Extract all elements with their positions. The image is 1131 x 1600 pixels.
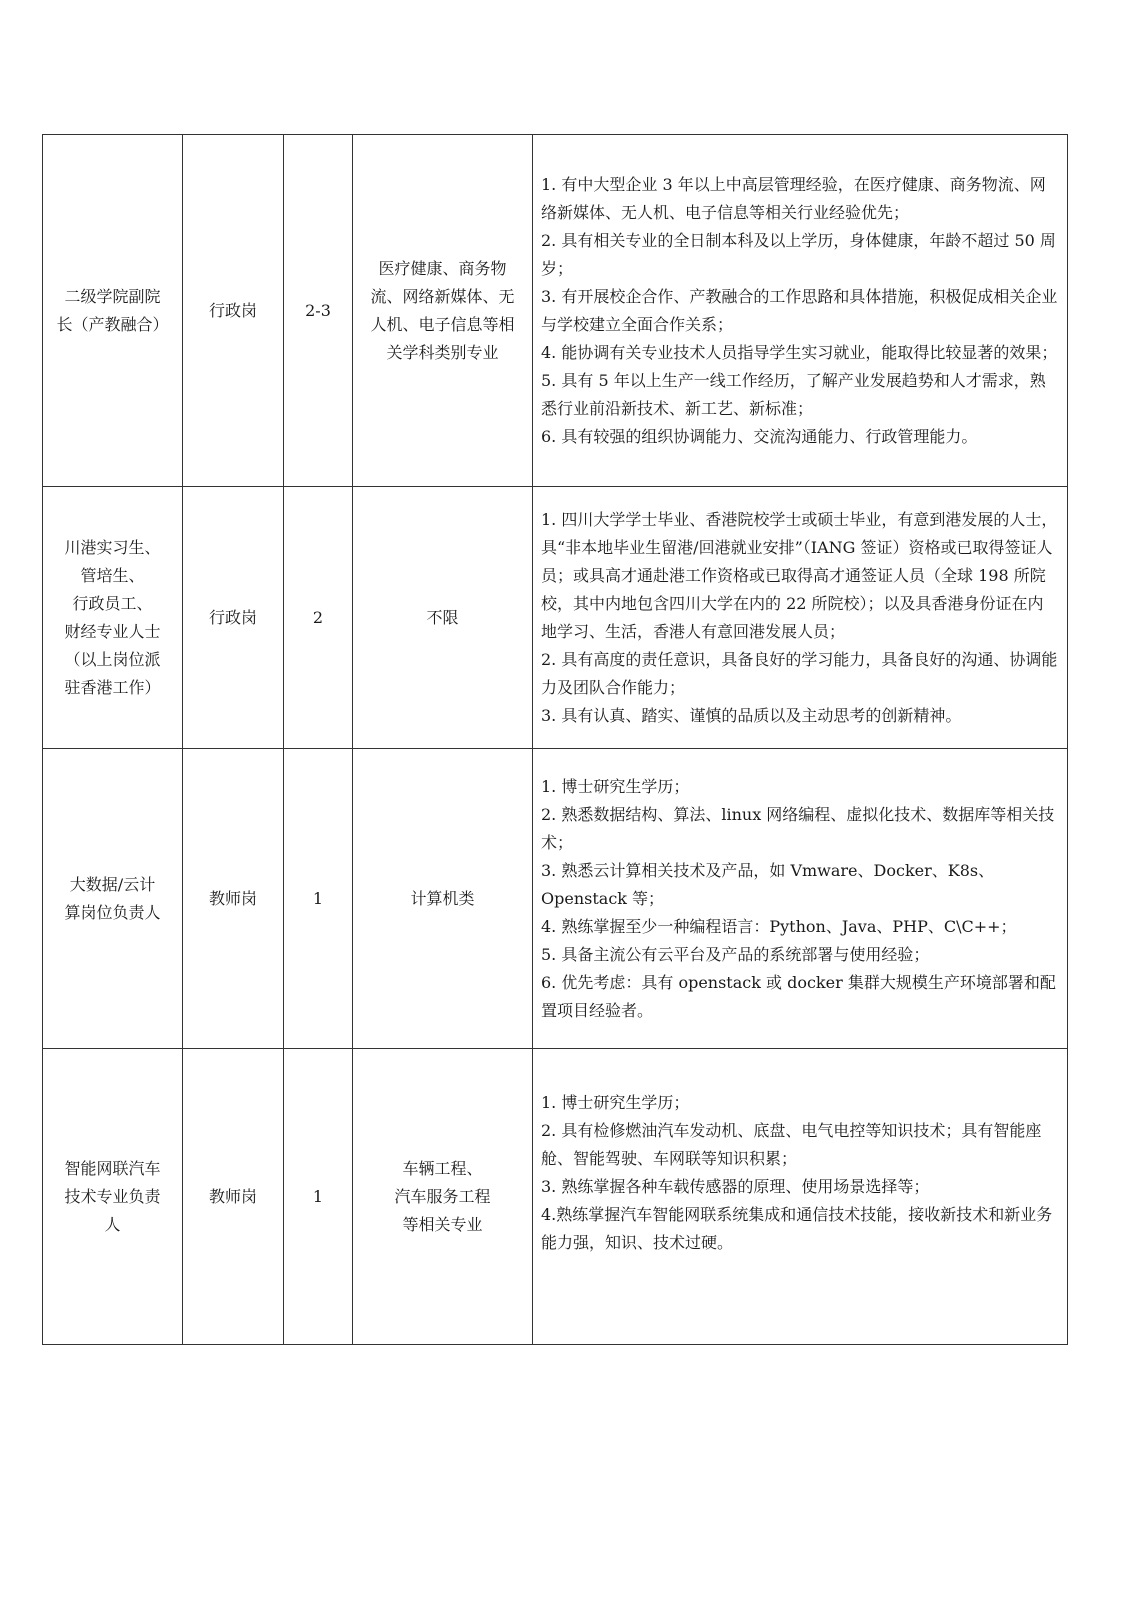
position-line: 管培生、 [80, 565, 145, 585]
requirement-item: 2. 熟悉数据结构、算法、linux 网络编程、虚拟化技术、数据库等相关技术； [541, 804, 1055, 852]
requirements-cell [533, 749, 1068, 1049]
position-cell [43, 135, 183, 487]
requirement-item: 6. 优先考虑：具有 openstack 或 docker 集群大规模生产环境部署和配置项目经验者。 [541, 972, 1056, 1020]
position-line: 大数据/云计 [69, 874, 156, 894]
requirement-item: 2. 具有相关专业的全日制本科及以上学历，身体健康，年龄不超过 50 周岁； [541, 230, 1056, 278]
category-cell: 行政岗 [183, 135, 284, 487]
position-line: 长（产教融合） [56, 314, 169, 334]
requirements-cell [533, 487, 1068, 749]
position-line: 驻香港工作） [64, 677, 161, 697]
count-cell: 1 [284, 1049, 353, 1345]
major-line: 车辆工程、 [402, 1158, 483, 1178]
position-cell [43, 487, 183, 749]
requirement-item: 1. 有中大型企业 3 年以上中高层管理经验，在医疗健康、商务物流、网络新媒体、无人机、电子信息等相关行业经验优先； [541, 174, 1046, 222]
requirement-item: 6. 具有较强的组织协调能力、交流沟通能力、行政管理能力。 [541, 426, 978, 446]
requirements-cell [533, 1049, 1068, 1345]
major-line: 计算机类 [410, 888, 475, 908]
table-row [43, 1049, 1068, 1345]
count-cell: 2 [284, 487, 353, 749]
major-cell [353, 135, 533, 487]
count-cell: 2-3 [284, 135, 353, 487]
table-row [43, 135, 1068, 487]
requirement-item: 1. 四川大学学士毕业、香港院校学士或硕士毕业，有意到港发展的人士，具“非本地毕业生留港/回港就业安排”（IANG 签证）资格或已取得签证人员；或具高才通赴港工作资格或已取得高才通签证人员（全球 198 所院校，其中内地包含四川大学在内的 22 所院校）；以及具香港身份证在内地学习、生活，香港人有意回港发展人员； [541, 509, 1058, 641]
category-cell: 教师岗 [183, 1049, 284, 1345]
requirement-item: 3. 具有认真、踏实、谨慎的品质以及主动思考的创新精神。 [541, 705, 962, 725]
category-cell: 教师岗 [183, 749, 284, 1049]
requirement-item: 3. 熟练掌握各种车载传感器的原理、使用场景选择等； [541, 1177, 930, 1196]
requirement-item: 5. 具备主流公有云平台及产品的系统部署与使用经验； [541, 944, 930, 964]
position-line: 人 [104, 1214, 121, 1234]
requirement-item: 4.熟练掌握汽车智能网联系统集成和通信技术技能，接收新技术和新业务能力强，知识、技术过硬。 [541, 1205, 1053, 1252]
count-cell: 1 [284, 749, 353, 1049]
major-line: 医疗健康、商务物 [378, 258, 507, 278]
major-line: 不限 [426, 607, 459, 627]
position-line: 财经专业人士 [64, 621, 161, 641]
requirement-item: 2. 具有检修燃油汽车发动机、底盘、电气电控等知识技术；具有智能座舱、智能驾驶、车网联等知识积累； [541, 1121, 1042, 1168]
requirement-item: 5. 具有 5 年以上生产一线工作经历，了解产业发展趋势和人才需求，熟悉行业前沿新技术、新工艺、新标准； [541, 370, 1046, 418]
major-cell [353, 1049, 533, 1345]
major-cell [353, 487, 533, 749]
requirement-item: 2. 具有高度的责任意识，具备良好的学习能力，具备良好的沟通、协调能力及团队合作能力； [541, 649, 1058, 697]
position-cell [43, 1049, 183, 1345]
table-row [43, 749, 1068, 1049]
major-line: 流、网络新媒体、无 [370, 286, 515, 306]
position-line: 二级学院副院 [64, 286, 161, 306]
requirement-item: 4. 熟练掌握至少一种编程语言：Python、Java、PHP、C\C++； [541, 916, 1017, 936]
requirement-item: 3. 熟悉云计算相关技术及产品，如 Vmware、Docker、K8s、Openstack 等； [541, 860, 995, 908]
requirement-item: 3. 有开展校企合作、产教融合的工作思路和具体措施，积极促成相关企业与学校建立全面合作关系； [541, 286, 1058, 334]
major-line: 汽车服务工程 [394, 1186, 491, 1206]
position-line: 算岗位负责人 [64, 902, 161, 922]
position-cell [43, 749, 183, 1049]
table-row [43, 487, 1068, 749]
position-line: 行政员工、 [72, 593, 153, 613]
major-cell [353, 749, 533, 1049]
category-cell: 行政岗 [183, 487, 284, 749]
major-line: 关学科类别专业 [386, 342, 499, 362]
position-line: 川港实习生、 [64, 537, 161, 557]
recruitment-table [42, 134, 1068, 1345]
requirement-item: 1. 博士研究生学历； [541, 776, 690, 796]
requirement-item: 1. 博士研究生学历； [541, 1093, 690, 1112]
major-line: 等相关专业 [402, 1214, 483, 1234]
requirements-cell [533, 135, 1068, 487]
requirement-item: 4. 能协调有关专业技术人员指导学生实习就业，能取得比较显著的效果； [541, 342, 1058, 362]
position-line: 智能网联汽车 [64, 1158, 161, 1178]
position-line: （以上岗位派 [64, 649, 161, 669]
position-line: 技术专业负责 [64, 1186, 161, 1206]
major-line: 人机、电子信息等相 [370, 314, 515, 334]
